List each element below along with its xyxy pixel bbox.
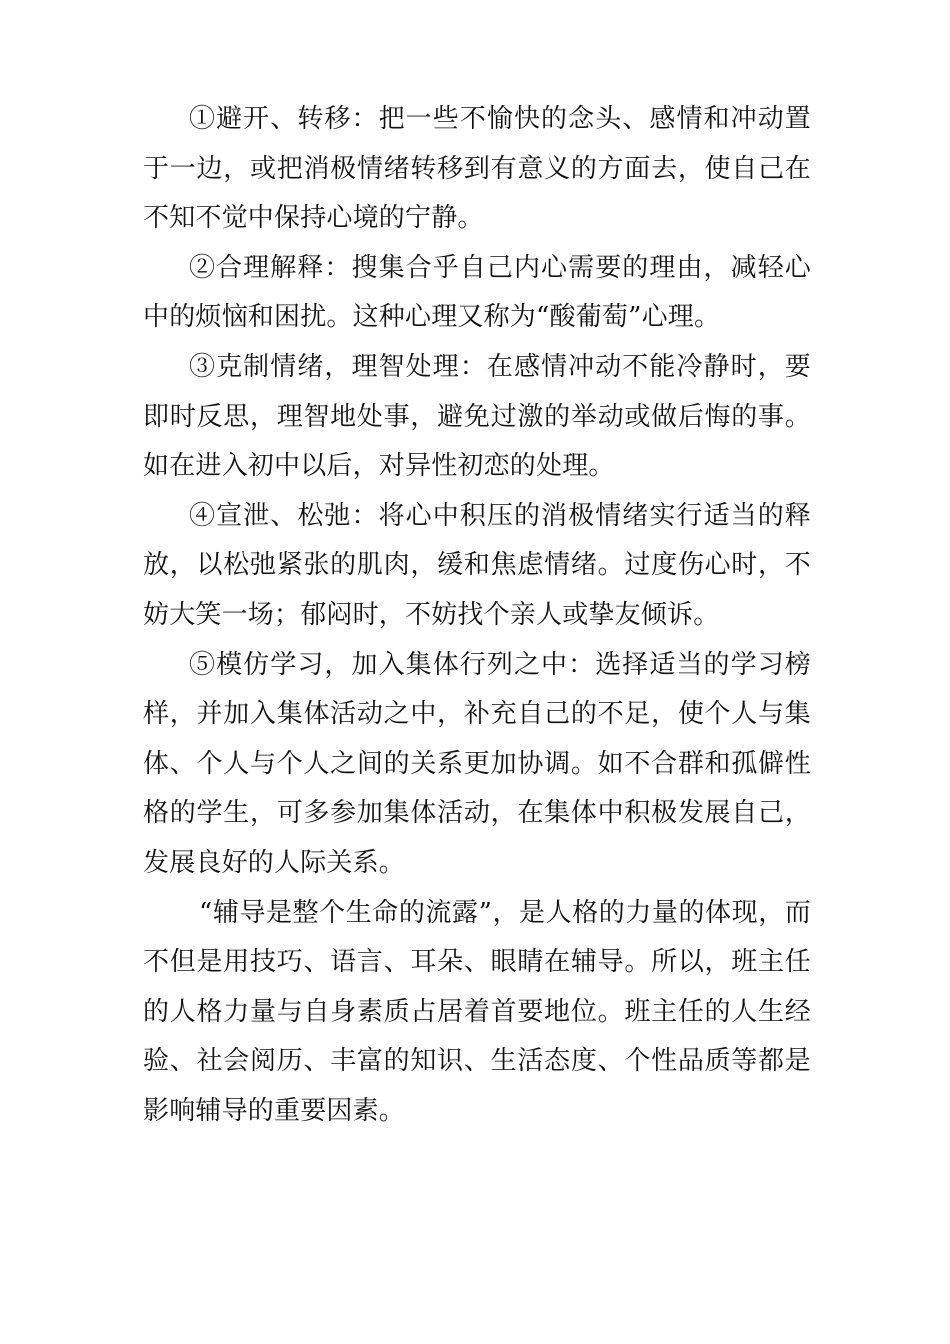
- paragraph-counseling-personality: “辅导是整个生命的流露”，是人格的力量的体现，而不但是用技巧、语言、耳朵、眼睛在辅导。所以，班主任的人格力量与自身素质占居着首要地位。班主任的人生经验、社会阅历、丰富的知识、生活态度、个性品质等都是影响辅导的重要因素。: [143, 897, 811, 1126]
- document-body: [143, 95, 811, 1136]
- paragraph-rational-explanation: ②合理解释：搜集合乎自己内心需要的理由，减轻心中的烦恼和困扰。这种心理又称为“酸葡萄”心理。: [143, 252, 811, 333]
- paragraph-imitation-learning: ⑤模仿学习，加入集体行列之中：选择适当的学习榜样，并加入集体活动之中，补充自己的不足，使个人与集体、个人与个人之间的关系更加协调。如不合群和孤僻性格的学生，可多参加集体活动，在集体中积极发展自己，发展良好的人际关系。: [143, 649, 811, 878]
- paragraph-emotion-control: ③克制情绪，理智处理：在感情冲动不能冷静时，要即时反思，理智地处事，避免过激的举动或做后悔的事。如在进入初中以后，对异性初恋的处理。: [143, 351, 811, 482]
- paragraph-avoid-transfer: ①避开、转移：把一些不愉快的念头、感情和冲动置于一边，或把消极情绪转移到有意义的方面去，使自己在不知不觉中保持心境的宁静。: [143, 104, 811, 234]
- paragraph-release-relax: ④宣泄、松弛：将心中积压的消极情绪实行适当的释放，以松弛紧张的肌肉，缓和焦虑情绪。过度伤心时，不妨大笑一场；郁闷时，不妨找个亲人或挚友倾诉。: [143, 500, 811, 630]
